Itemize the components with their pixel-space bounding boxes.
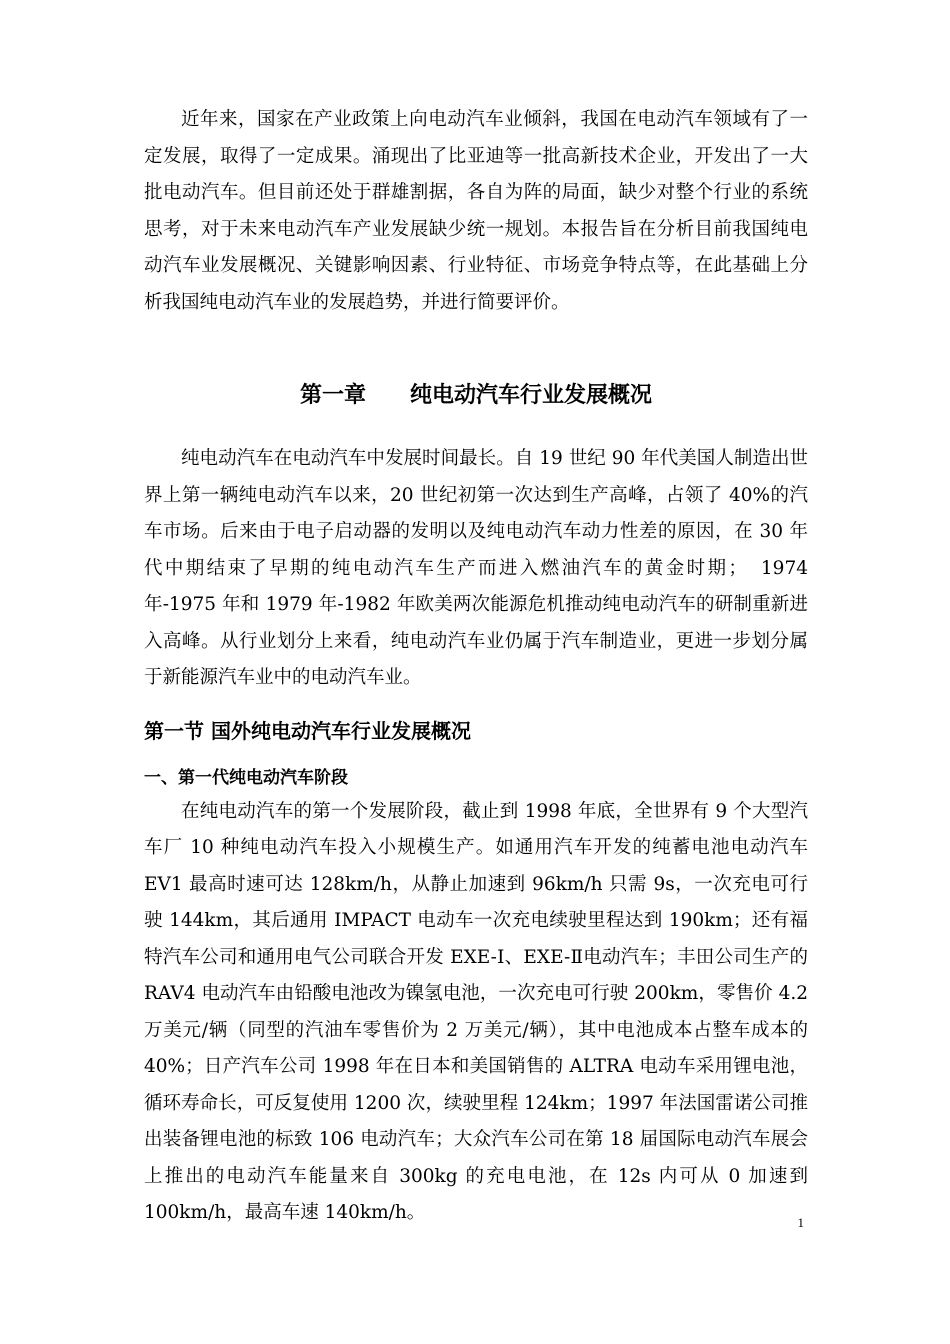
page-number: 1	[797, 1215, 804, 1230]
section-title: 第一节 国外纯电动汽车行业发展概况	[144, 718, 471, 743]
subsection-title: 一、第一代纯电动汽车阶段	[144, 767, 348, 788]
page-body	[144, 102, 808, 1232]
chapter-intro-paragraph: 纯电动汽车在电动汽车中发展时间最长。自 19 世纪 90 年代美国人制造出世界上第一辆纯电动汽车以来，20 世纪初第一次达到生产高峰，占领了 40%的汽车市场。后来由于电子启动器的发明以及纯电动汽车动力性差的原因，在 30 年代中期结束了早期的纯电动汽车生产而进入燃油汽车的黄金时期； 1974 年-1975 年和 1979 年-1982 年欧美两次能源危机推动纯电动汽车的研制重新进入高峰。从行业划分上来看，纯电动汽车业仍属于汽车制造业，更进一步划分属于新能源汽车业中的电动汽车业。	[144, 448, 808, 688]
subsection-paragraph: 在纯电动汽车的第一个发展阶段，截止到 1998 年底，全世界有 9 个大型汽车厂 10 种纯电动汽车投入小规模生产。如通用汽车开发的纯蓄电池电动汽车 EV1 最高时速可达 128km/h，从静止加速到 96km/h 只需 9s，一次充电可行驶 144km，其后通用 IMPACT 电动车一次充电续驶里程达到 190km；还有福特汽车公司和通用电气公司联合开发 EXE-Ⅰ、EXE-Ⅱ电动汽车；丰田公司生产的 RAV4 电动汽车由铅酸电池改为镍氢电池，一次充电可行驶 200km，零售价 4.2 万美元/辆（同型的汽油车零售价为 2 万美元/辆），其中电池成本占整车成本的 40%；日产汽车公司 1998 年在日本和美国销售的 ALTRA 电动车采用锂电池，循环寿命长，可反复使用 1200 次，续驶里程 124km；1997 年法国雷诺公司推出装备锂电池的标致 106 电动汽车；大众汽车公司在第 18 届国际电动汽车展会上推出的电动汽车能量来自 300kg 的充电电池，在 12s 内可从 0 加速到 100km/h，最高车速 140km/h。	[144, 800, 808, 1223]
chapter-title: 第一章 纯电动汽车行业发展概况	[299, 383, 652, 408]
intro-paragraph: 近年来，国家在产业政策上向电动汽车业倾斜，我国在电动汽车领域有了一定发展，取得了一定成果。涌现出了比亚迪等一批高新技术企业，开发出了一大批电动汽车。但目前还处于群雄割据，各自为阵的局面，缺少对整个行业的系统思考，对于未来电动汽车产业发展缺少统一规划。本报告旨在分析目前我国纯电动汽车业发展概况、关键影响因素、行业特征、市场竞争特点等，在此基础上分析我国纯电动汽车业的发展趋势，并进行简要评价。	[144, 109, 808, 313]
